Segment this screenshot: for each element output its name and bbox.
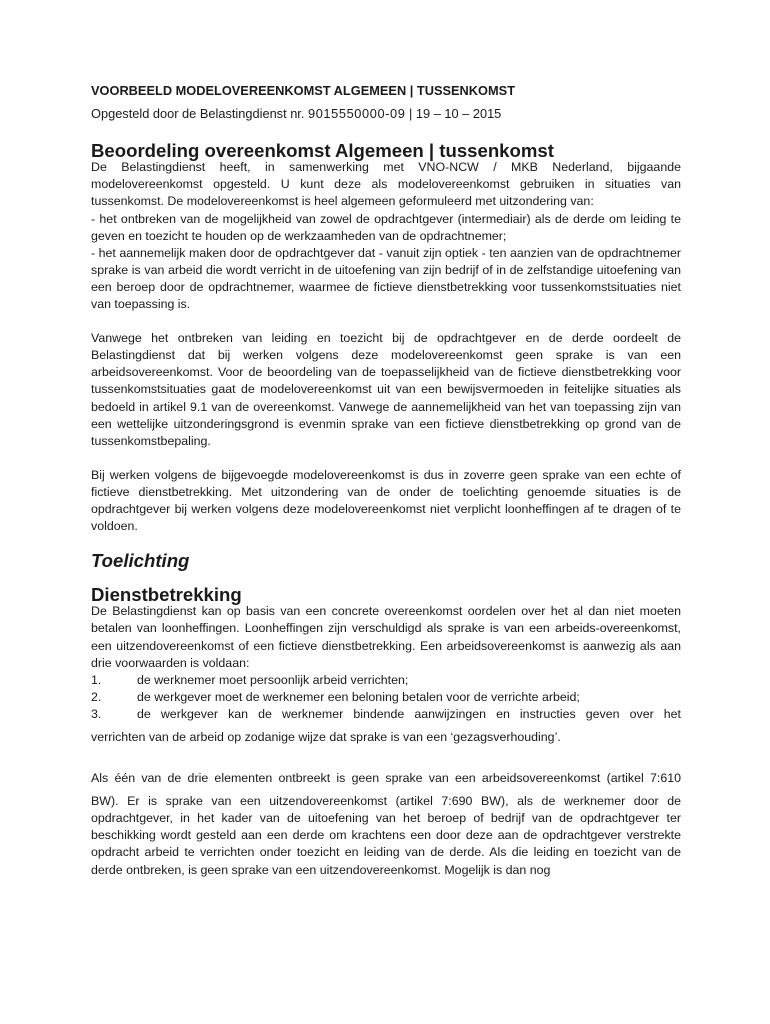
- document-subtitle: [91, 105, 681, 122]
- paragraph: verrichten van de arbeid op zodanige wijze dat sprake is van een ‘gezagsverhouding’.: [91, 730, 561, 744]
- paragraph: - het aannemelijk maken door de opdrachtgever dat - vanuit zijn optiek - ten aanzien van de opdrachtnemer sprake is van arbeid die wordt verricht in de uitoefening van zijn bedrijf of in de zelfstandige uitoefening van een beroep door de opdrachtnemer, waarmee de fictieve dienstbetrekking voor tussenkomstsituaties niet van toepassing is.: [91, 245, 681, 312]
- paragraph: De Belastingdienst heeft, in samenwerking met VNO-NCW / MKB Nederland, bijgaande modelovereenkomst opgesteld. U kunt deze als modelovereenkomst gebruiken in situaties van tussenkomst. De modelovereenkomst is heel algemeen geformuleerd met uitzondering van:: [91, 160, 681, 209]
- paragraph: BW). Er is sprake van een uitzendovereenkomst (artikel 7:690 BW), als de werknemer door de opdrachtgever, in het kader van de uitoefening van het beroep of bedrijf van de opdrachtgever ter beschikking wordt gesteld aan een derde om krachtens een door deze aan de opdrachtgever verstrekte opdracht arbeid te verrichten onder toezicht en leiding van de derde. Als die leiding en toezicht van de derde ontbreken, is geen sprake van een uitzendovereenkomst. Mogelijk is dan nog: [91, 794, 681, 877]
- list-item: [91, 689, 681, 706]
- paragraph: - het ontbreken van de mogelijkheid van zowel de opdrachtgever (intermediair) als de derde om leiding te geven en toezicht te houden op de werkzaamheden van de opdrachtnemer;: [91, 211, 681, 243]
- paragraph: De Belastingdienst kan op basis van een concrete overeenkomst oordelen over het al dan niet moeten betalen van loonheffingen. Loonheffingen zijn verschuldigd als sprake is van een arbeids-overeenkomst, een uitzendovereenkomst of een fictieve dienstbetrekking. Een arbeidsovereenkomst is aanwezig als aan drie voorwaarden is voldaan:: [91, 604, 681, 670]
- subtitle-prefix: Opgesteld door de Belastingdienst nr.: [91, 106, 305, 122]
- list-number: 3.: [91, 706, 102, 721]
- document-number: 9015550000-09: [308, 106, 406, 122]
- conditions-list: [91, 672, 681, 723]
- document-date: | 19 – 10 – 2015: [409, 106, 502, 122]
- list-text: de werkgever moet de werknemer een beloning betalen voor de verrichte arbeid;: [137, 689, 580, 704]
- section-heading-beoordeling: Beoordeling overeenkomst Algemeen | tussenkomst: [91, 140, 554, 162]
- list-item: [91, 706, 681, 723]
- section-heading-dienstbetrekking: Dienstbetrekking: [91, 584, 242, 606]
- document-title: VOORBEELD MODELOVEREENKOMST ALGEMEEN | TUSSENKOMST: [91, 83, 516, 98]
- list-text: de werknemer moet persoonlijk arbeid verrichten;: [137, 672, 409, 687]
- paragraph: Als één van de drie elementen ontbreekt is geen sprake van een arbeidsovereenkomst (artikel 7:610: [91, 771, 681, 786]
- list-number: 1.: [91, 672, 102, 687]
- paragraph: Vanwege het ontbreken van leiding en toezicht bij de opdrachtgever en de derde oordeelt de Belastingdienst dat bij werken volgens deze modelovereenkomst geen sprake is van een arbeidsovereenkomst. Voor de beoordeling van de toepasselijkheid van de fictieve dienstbetrekking voor tussenkomstsituaties gaat de modelovereenkomst uit van een bewijsvermoeden in feitelijke situaties als bedoeld in artikel 9.1 van de overeenkomst. Vanwege de aannemelijkheid van het van toepassing zijn van een wettelijke uitzonderingsgrond is evenmin sprake van een fictieve dienstbetrekking op grond van de tussenkomstbepaling.: [91, 331, 681, 448]
- list-item: [91, 672, 681, 689]
- paragraph: Bij werken volgens de bijgevoegde modelovereenkomst is dus in zoverre geen sprake van een echte of fictieve dienstbetrekking. Met uitzondering van de onder de toelichting genoemde situaties is de opdrachtgever bij werken volgens deze modelovereenkomst niet verplicht loonheffingen af te dragen of te voldoen.: [91, 467, 681, 534]
- list-number: 2.: [91, 689, 102, 704]
- list-text: de werkgever kan de werknemer bindende aanwijzingen en instructies geven over het: [137, 706, 681, 721]
- section-heading-toelichting: Toelichting: [91, 550, 190, 572]
- document-page: [91, 82, 681, 879]
